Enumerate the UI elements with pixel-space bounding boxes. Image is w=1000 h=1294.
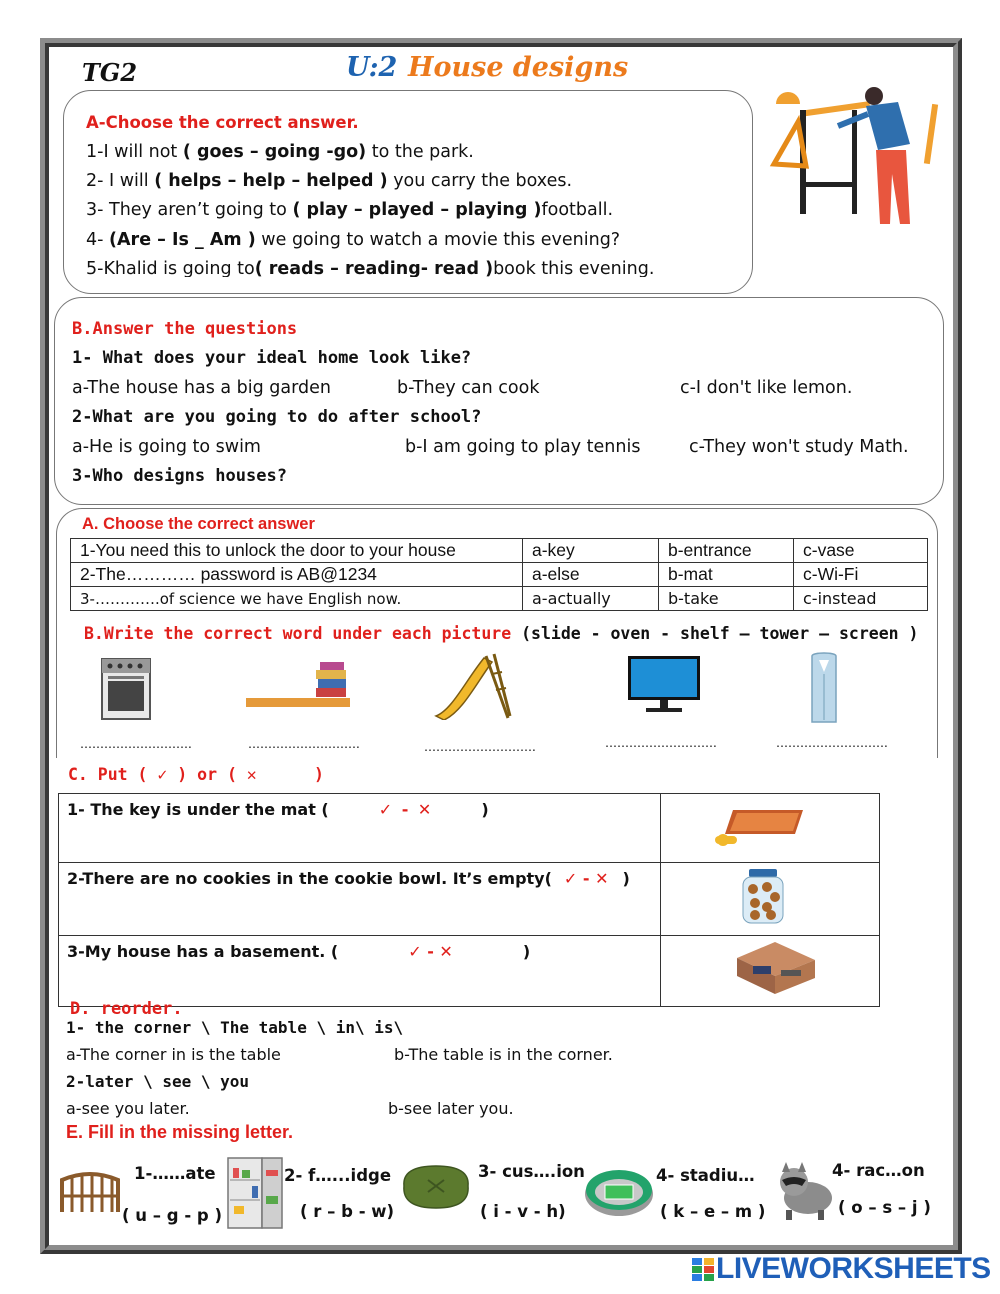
d-q2-option-a[interactable]: a-see you later. (66, 1099, 190, 1118)
d-question-1: 1- the corner \ The table \ in\ is\ (66, 1018, 404, 1037)
table-cell: a-actually (523, 587, 659, 611)
architect-drawing-icon (768, 84, 948, 234)
table-row (59, 936, 880, 1007)
b1-question-3: 3-Who designs houses? (72, 466, 287, 486)
section-b2-heading-line: B.Write the correct word under each picture (slide - oven - shelf – tower – screen ) (84, 624, 919, 643)
table-row (59, 794, 880, 863)
tick-cross-choice[interactable]: ✓ - ✕ (563, 869, 609, 888)
d-q2-option-b[interactable]: b-see later you. (388, 1099, 514, 1118)
picture-blank-2[interactable]: ………………………. (248, 737, 360, 751)
b1-question-1: 1- What does your ideal home look like? (72, 348, 472, 368)
e-letters-5[interactable]: ( o – s – j ) (838, 1198, 931, 1217)
a1-item-2: 2- I will ( helps – help – helped ) you carry the boxes. (86, 171, 573, 191)
oven-icon (100, 657, 152, 721)
e-letters-3[interactable]: ( i - v - h) (480, 1202, 566, 1221)
tick-cross-choice[interactable]: ✓ - ✕ (408, 942, 453, 961)
section-e-heading: E. Fill in the missing letter. (66, 1122, 294, 1142)
screen-icon (626, 654, 702, 716)
cookie-jar-icon (741, 869, 785, 925)
raccoon-icon (772, 1160, 838, 1222)
welcome-mat-icon (713, 802, 813, 852)
slide-icon (432, 650, 512, 720)
section-c-heading-close: ) (314, 765, 324, 784)
table-cell: 1-You need this to unlock the door to your house (71, 539, 523, 563)
table-cell: 3-………….of science we have English now. (71, 587, 523, 611)
cushion-icon (398, 1160, 474, 1214)
b1-q2-option-b: b-I am going to play tennis (405, 437, 641, 457)
statement-cell: 3-My house has a basement. ( ✓ - ✕ ) (59, 936, 661, 1007)
e-word-1: 1-……ate (134, 1164, 216, 1183)
d-q1-option-a[interactable]: a-The corner in is the table (66, 1045, 281, 1064)
table-cell: 2-The………… password is AB@1234 (71, 563, 523, 587)
b1-q1-option-b: b-They can cook (397, 378, 540, 398)
section-d-heading: D. reorder. (70, 999, 183, 1019)
stadium-icon (582, 1162, 656, 1220)
b1-question-2: 2-What are you going to do after school? (72, 407, 482, 427)
picture-blank-1[interactable]: ………………………. (80, 737, 192, 751)
basement-icon (731, 938, 819, 996)
b1-q2-option-c: c-They won't study Math. (689, 437, 909, 457)
b1-q1-option-a: a-The house has a big garden (72, 378, 331, 398)
d-question-2: 2-later \ see \ you (66, 1072, 250, 1091)
section-a2-heading: A. Choose the correct answer (82, 515, 315, 533)
e-word-4: 4- stadiu… (656, 1166, 755, 1185)
b1-q2-option-a: a-He is going to swim (72, 437, 261, 457)
picture-cell (661, 794, 880, 863)
table-cell: a-key (523, 539, 659, 563)
b1-q1-option-c: c-I don't like lemon. (680, 378, 853, 398)
table-cell: b-mat (659, 563, 794, 587)
statement-cell: 1- The key is under the mat ( ✓ - ✕ ) (59, 794, 661, 863)
picture-blank-3[interactable]: ………………………. (424, 740, 536, 754)
section-b1-heading: B.Answer the questions (72, 319, 298, 339)
e-letters-4[interactable]: ( k – e – m ) (660, 1202, 766, 1221)
table-cell: c-Wi-Fi (794, 563, 928, 587)
statement-cell: 2-There are no cookies in the cookie bowl. It’s empty( ✓ - ✕ ) (59, 863, 661, 936)
unit-label: U:2 (346, 52, 398, 83)
section-c-heading: C. Put ( ✓ ) or ( ✕ (68, 765, 257, 784)
e-word-2: 2- f…...idge (284, 1166, 392, 1185)
tick-cross-choice[interactable]: ✓ - ✕ (378, 800, 432, 819)
table-cell: b-take (659, 587, 794, 611)
page-title: House designs (408, 52, 629, 83)
section-a1-heading: A-Choose the correct answer. (86, 113, 359, 132)
table-row (71, 587, 928, 611)
table-row (71, 539, 928, 563)
table-cell: c-vase (794, 539, 928, 563)
true-false-table (58, 793, 880, 1007)
shelf-icon (246, 660, 350, 710)
a1-item-5: 5-Khalid is going to( reads – reading- read )book this evening. (86, 259, 655, 277)
a1-item-4: 4- (Are – Is _ Am ) we going to watch a movie this evening? (86, 230, 621, 250)
picture-cell (661, 863, 880, 936)
table-cell: c-instead (794, 587, 928, 611)
table-cell: a-else (523, 563, 659, 587)
tower-icon (806, 650, 842, 724)
liveworksheets-brand[interactable]: LIVEWORKSHEETS (716, 1252, 991, 1285)
table-row (59, 863, 880, 936)
e-word-5: 4- rac…on (832, 1161, 925, 1180)
e-letters-1[interactable]: ( u – g - p ) (122, 1206, 223, 1225)
liveworksheets-logo-icon (692, 1258, 714, 1282)
a1-item-3: 3- They aren’t going to ( play – played – playing )football. (86, 200, 614, 220)
picture-blank-5[interactable]: ………………………. (776, 736, 888, 750)
d-q1-option-b[interactable]: b-The table is in the corner. (394, 1045, 613, 1064)
picture-cell (661, 936, 880, 1007)
picture-blank-4[interactable]: ………………………. (605, 736, 717, 750)
worksheet-tag: TG2 (82, 58, 138, 87)
vocabulary-table (70, 538, 928, 611)
e-word-3: 3- cus….ion (478, 1162, 585, 1181)
gate-icon (58, 1166, 122, 1214)
a1-item-1: 1-I will not ( goes – going -go) to the park. (86, 142, 474, 162)
table-row (71, 563, 928, 587)
e-letters-2[interactable]: ( r – b - w) (300, 1202, 395, 1221)
table-cell: b-entrance (659, 539, 794, 563)
fridge-icon (226, 1156, 284, 1230)
